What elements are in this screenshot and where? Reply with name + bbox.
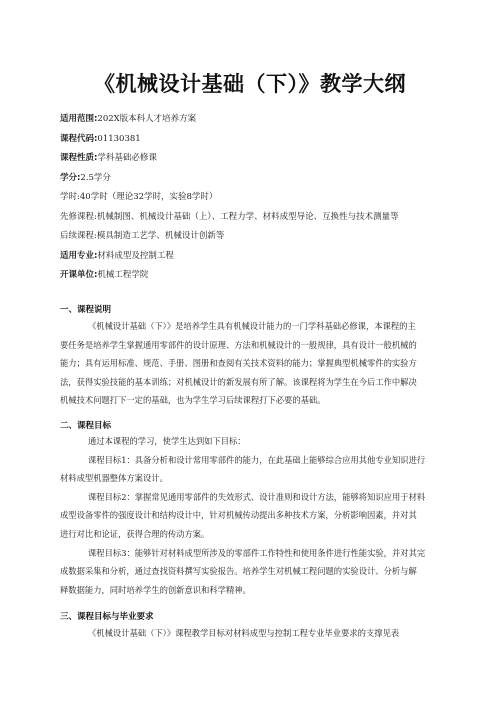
paragraph-line: 《机械设计基础（下）》是培养学生具有机械设计能力的一门学科基础必修课，本课程的主 xyxy=(88,321,416,331)
section-heading-course-description: 一、课程说明 xyxy=(60,305,112,315)
meta-followup: 后续课程:模具制造工艺学、机械设计创新等 xyxy=(60,231,225,241)
course-meta xyxy=(60,110,440,286)
meta-department: 开课单位:机械工程学院 xyxy=(60,270,149,280)
paragraph-line: 课程目标1：具备分析和设计常用零部件的能力，在此基础上能够综合应用其他专业知识进行 xyxy=(88,454,426,465)
section-heading-objectives-and-requirements: 三、课程目标与毕业要求 xyxy=(60,612,154,622)
paragraph-line: 课程目标2：掌握常见通用零部件的失效形式、设计准则和设计方法，能够将知识应用于材料 xyxy=(88,491,426,502)
paragraph-line: 法，获得实验技能的基本训练；对机械设计的新发展有所了解。该课程将为学生在今后工作中解决 xyxy=(60,376,417,387)
paragraph-line: 课程目标3：能够针对材料成型所涉及的零部件工作特性和使用条件进行性能实验，并对其完 xyxy=(88,547,426,558)
paragraph-line: 机械技术问题打下一定的基础，也为学生学习后续课程打下必要的基础。 xyxy=(60,395,326,406)
section-body-course-objectives xyxy=(60,432,440,599)
section-body-course-description xyxy=(60,317,440,410)
meta-prerequisites: 先修课程:机械制图、机械设计基础（上）、工程力学、材料成型导论、互换性与技术测量等 xyxy=(60,211,399,222)
paragraph-line: 要任务是培养学生掌握通用零部件的设计原理、方法和机械设计的一般规律，具有设计一般机械的 xyxy=(60,339,417,350)
meta-scope: 适用范围:202X版本科人才培养方案 xyxy=(60,114,197,124)
meta-major: 适用专业:材料成型及控制工程 xyxy=(60,250,174,261)
paragraph-line: 成数据采集和分析，通过查找资料撰写实验报告。培养学生对机械工程问题的实验设计、分析与解 xyxy=(60,566,417,577)
paragraph-line: 释数据能力，同时培养学生的创新意识和科学精神。 xyxy=(60,584,251,595)
paragraph-line: 材料成型机器整体方案设计。 xyxy=(60,473,168,484)
section-heading-course-objectives: 二、课程目标 xyxy=(60,421,112,431)
paragraph-line: 《机械设计基础（下）》课程教学目标对材料成型与控制工程专业毕业要求的支撑见表 xyxy=(88,628,400,638)
document-title: 《机械设计基础（下）》教学大纲 xyxy=(94,72,406,96)
section-body-objectives-and-requirements xyxy=(60,624,440,643)
meta-hours: 学时:40学时（理论32学时，实验8学时） xyxy=(60,192,218,202)
meta-credits: 学分:2.5学分 xyxy=(60,172,111,183)
meta-code: 课程代码:01130381 xyxy=(60,133,141,144)
paragraph-line: 进行对比和论证，获得合理的传动方案。 xyxy=(60,528,210,539)
paragraph-line: 能力；具有运用标准、规范、手册、图册和查阅有关技术资料的能力；掌握典型机械零件的实验方 xyxy=(60,358,417,369)
meta-nature: 课程性质:学科基础必修课 xyxy=(60,153,157,163)
paragraph-line: 成型设备零件的强度设计和结构设计中，针对机械传动提出多种技术方案，分析影响因素，并对其 xyxy=(60,510,417,521)
paragraph-line: 通过本课程的学习，使学生达到如下目标： xyxy=(88,436,246,446)
